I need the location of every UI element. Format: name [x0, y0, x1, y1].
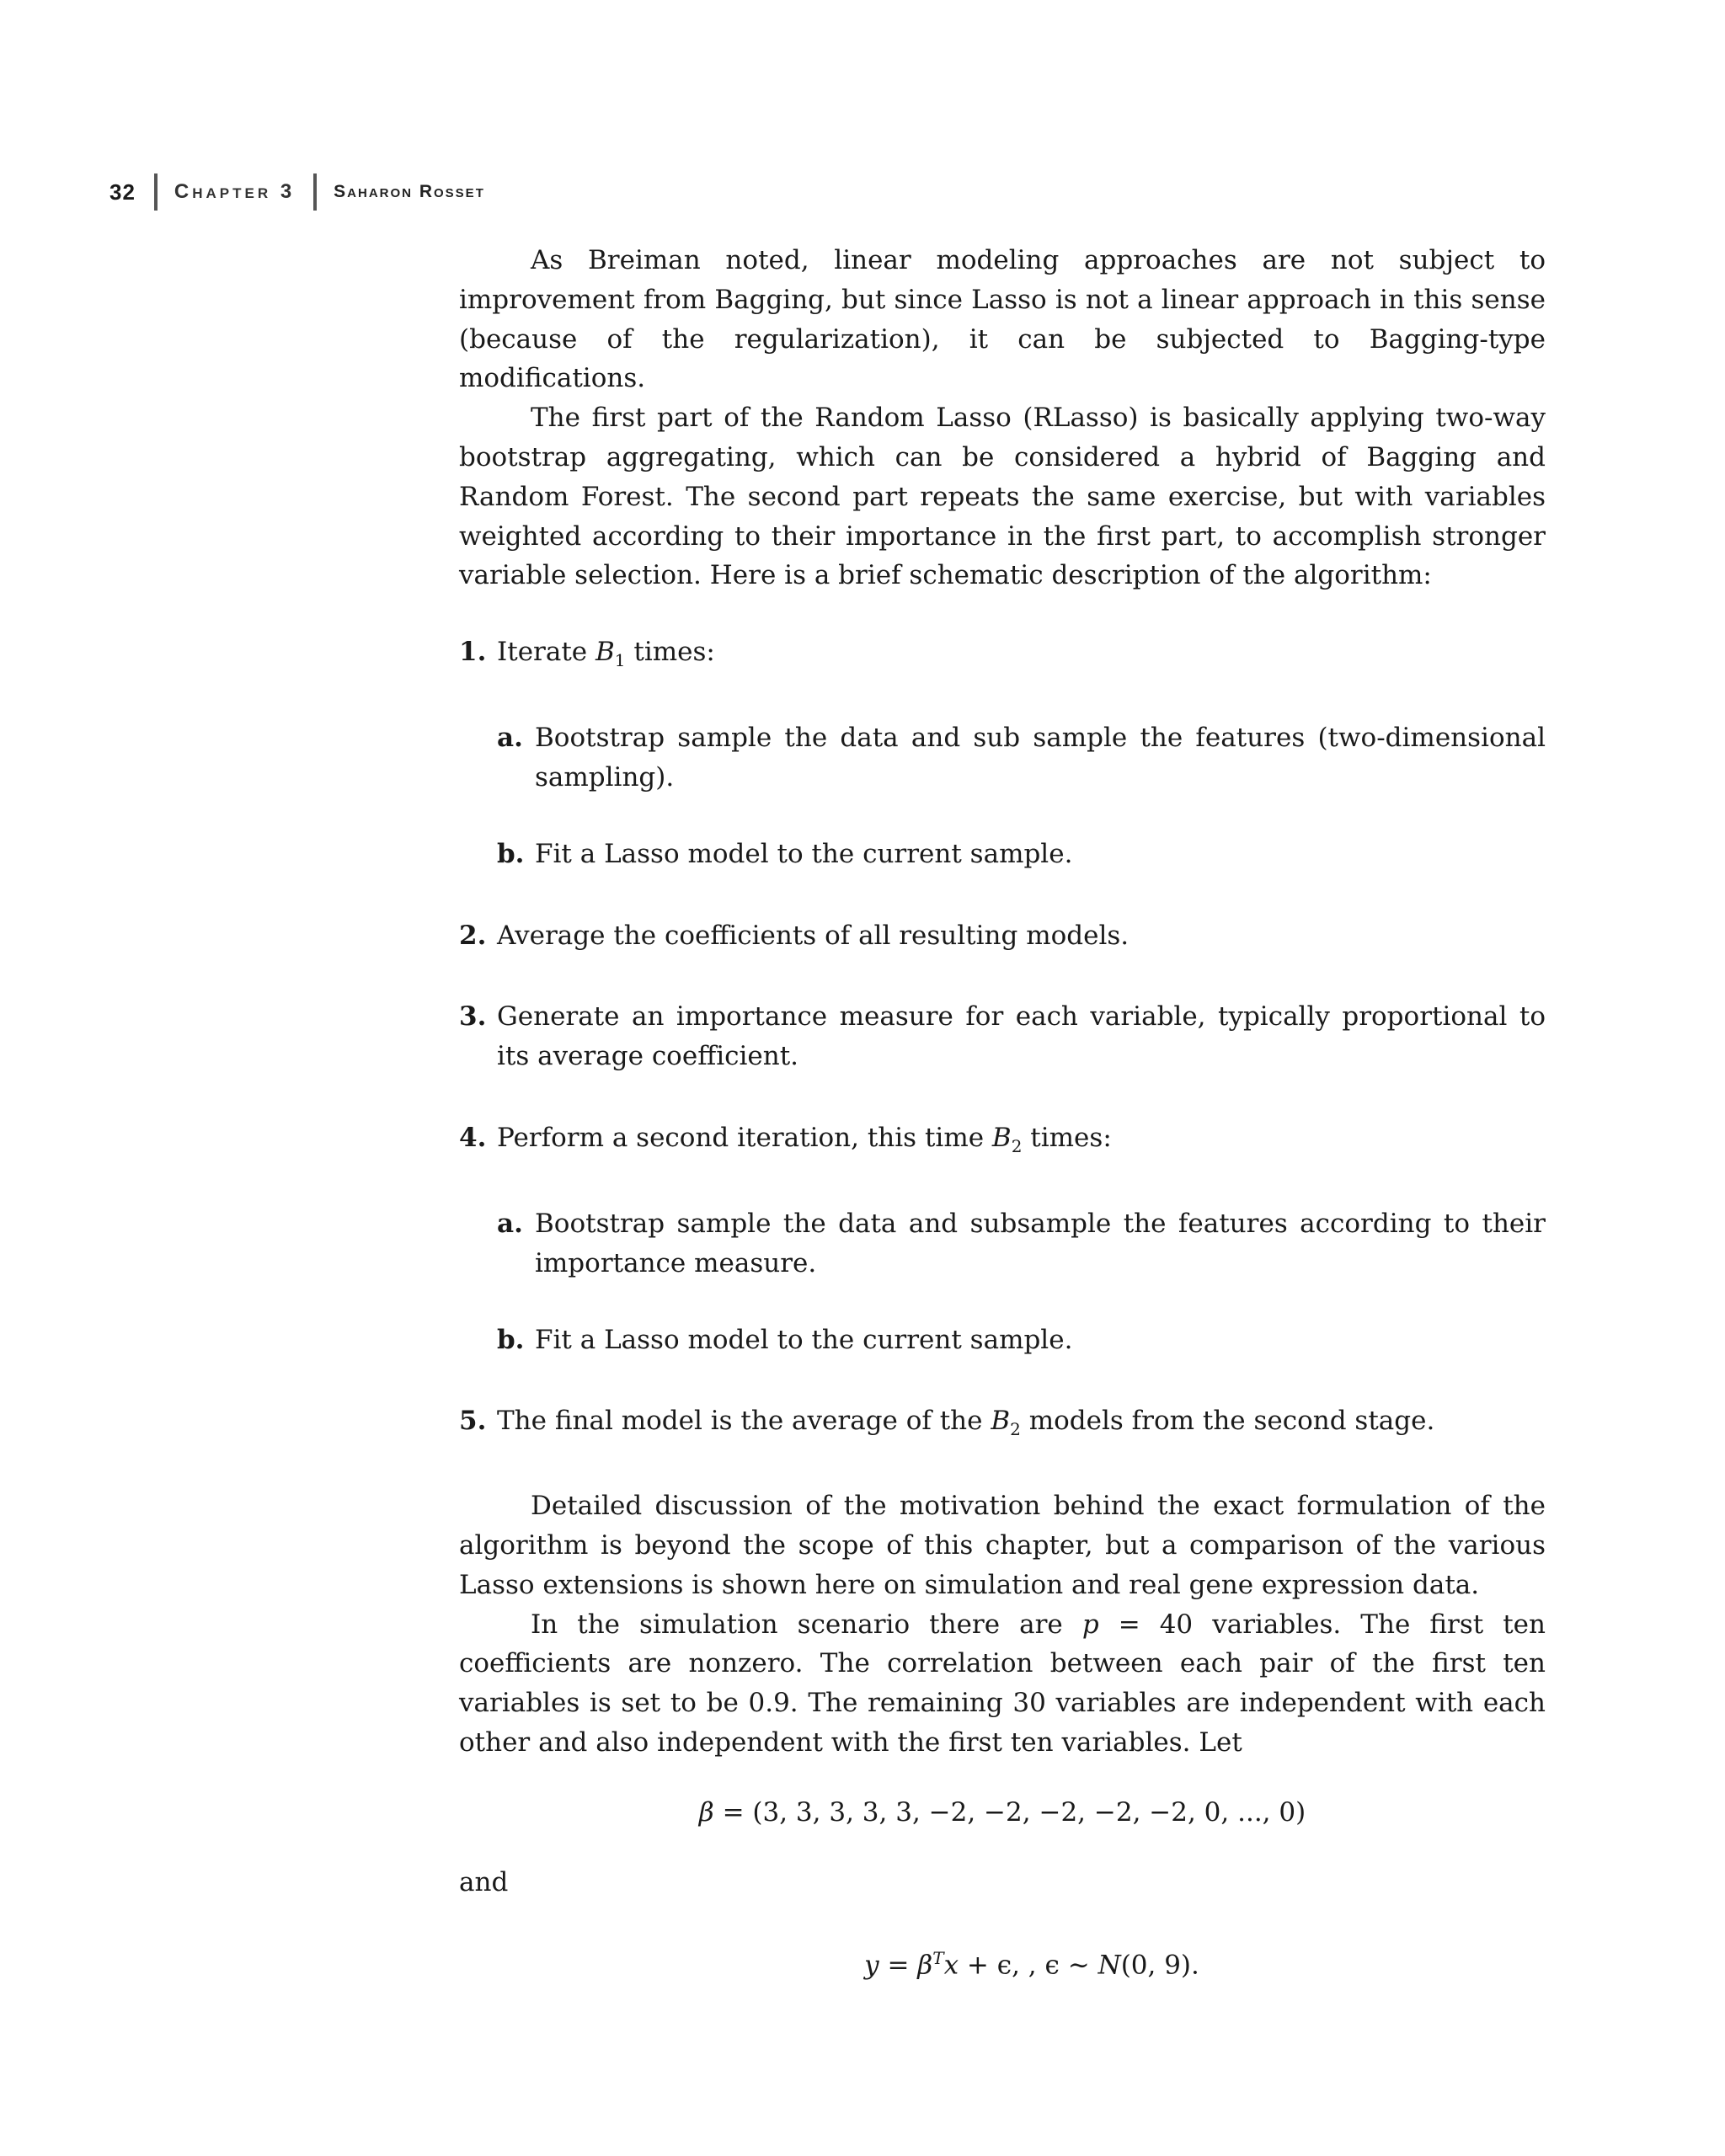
- list-item: [459, 997, 1546, 1076]
- list-item: [459, 1118, 1546, 1359]
- list-item: [459, 632, 1546, 873]
- header-divider: [313, 173, 317, 211]
- item-text: Bootstrap sample the data and sub sample the features (two-dimensional sampling).: [535, 723, 1546, 792]
- item-number: 2.: [459, 920, 487, 951]
- item-text: The final model is the average of the $B_2$ models from the second stage.: [497, 1406, 1435, 1440]
- chapter-label: Chapter 3: [174, 180, 296, 203]
- paragraph: In the simulation scenario there are p = 40 variables. The first ten coefficients are nonzero. The correlation between each pair of the first ten variables is set to be 0.9. The remaining 30 variables are independent with each other and also independent with the first ten variables. Let: [459, 1609, 1546, 1758]
- paragraph: Detailed discussion of the motivation behind the exact formulation of the algorithm is beyond the scope of this chapter, but a comparison of the various Lasso extensions is shown here on simulation and real gene expression data.: [459, 1491, 1546, 1600]
- model-equation: $y = \beta^Tx + \epsilon$, , ϵ ∼ N(0, 9).: [864, 1948, 1199, 1981]
- item-text: Iterate $B_1$ times:: [497, 637, 715, 671]
- paragraph: As Breiman noted, linear modeling approaches are not subject to improvement from Bagging, but since Lasso is not a linear approach in this sense (because of the regularization), it can be subjected to Bagging-type modifications.: [459, 245, 1546, 394]
- sub-list-item: [497, 718, 1546, 798]
- sub-list-item: [497, 835, 1546, 874]
- item-label: a.: [497, 723, 523, 754]
- item-number: 1.: [459, 637, 487, 668]
- item-text: Fit a Lasso model to the current sample.: [535, 838, 1073, 869]
- item-text: Perform a second iteration, this time $B_2$ times:: [497, 1122, 1112, 1157]
- header-divider: [154, 173, 158, 211]
- page-number: 32: [109, 179, 136, 205]
- body-text: [459, 241, 1546, 1986]
- item-label: b.: [497, 1324, 525, 1355]
- sub-list: [497, 718, 1546, 873]
- item-number: 3.: [459, 1001, 487, 1033]
- connector-text: and: [459, 1866, 509, 1897]
- sub-list-item: [497, 1204, 1546, 1283]
- sub-list-item: [497, 1321, 1546, 1360]
- beta-equation: β = (3, 3, 3, 3, 3, −2, −2, −2, −2, −2, 0, ..., 0): [698, 1796, 1306, 1828]
- item-text: Bootstrap sample the data and subsample the features according to their importance measure.: [535, 1208, 1546, 1278]
- sub-list: [497, 1204, 1546, 1359]
- list-item: [459, 1401, 1546, 1449]
- paragraph: The first part of the Random Lasso (RLasso) is basically applying two-way bootstrap aggregating, which can be considered a hybrid of Bagging and Random Forest. The second part repeats the same exercise, but with variables weighted according to their importance in the first part, to accomplish stronger variable selection. Here is a brief schematic description of the algorithm:: [459, 403, 1546, 591]
- running-header: [109, 175, 485, 209]
- author-name: Saharon Rosset: [334, 182, 485, 201]
- item-text: Average the coefficients of all resulting models.: [497, 920, 1130, 951]
- item-text: Generate an importance measure for each variable, typically proportional to its average coefficient.: [497, 1001, 1546, 1072]
- item-number: 4.: [459, 1122, 487, 1153]
- list-item: [459, 916, 1546, 956]
- item-label: a.: [497, 1208, 523, 1239]
- item-number: 5.: [459, 1406, 487, 1437]
- item-text: Fit a Lasso model to the current sample.: [535, 1324, 1073, 1355]
- algorithm-list: [459, 632, 1546, 1449]
- item-label: b.: [497, 838, 525, 869]
